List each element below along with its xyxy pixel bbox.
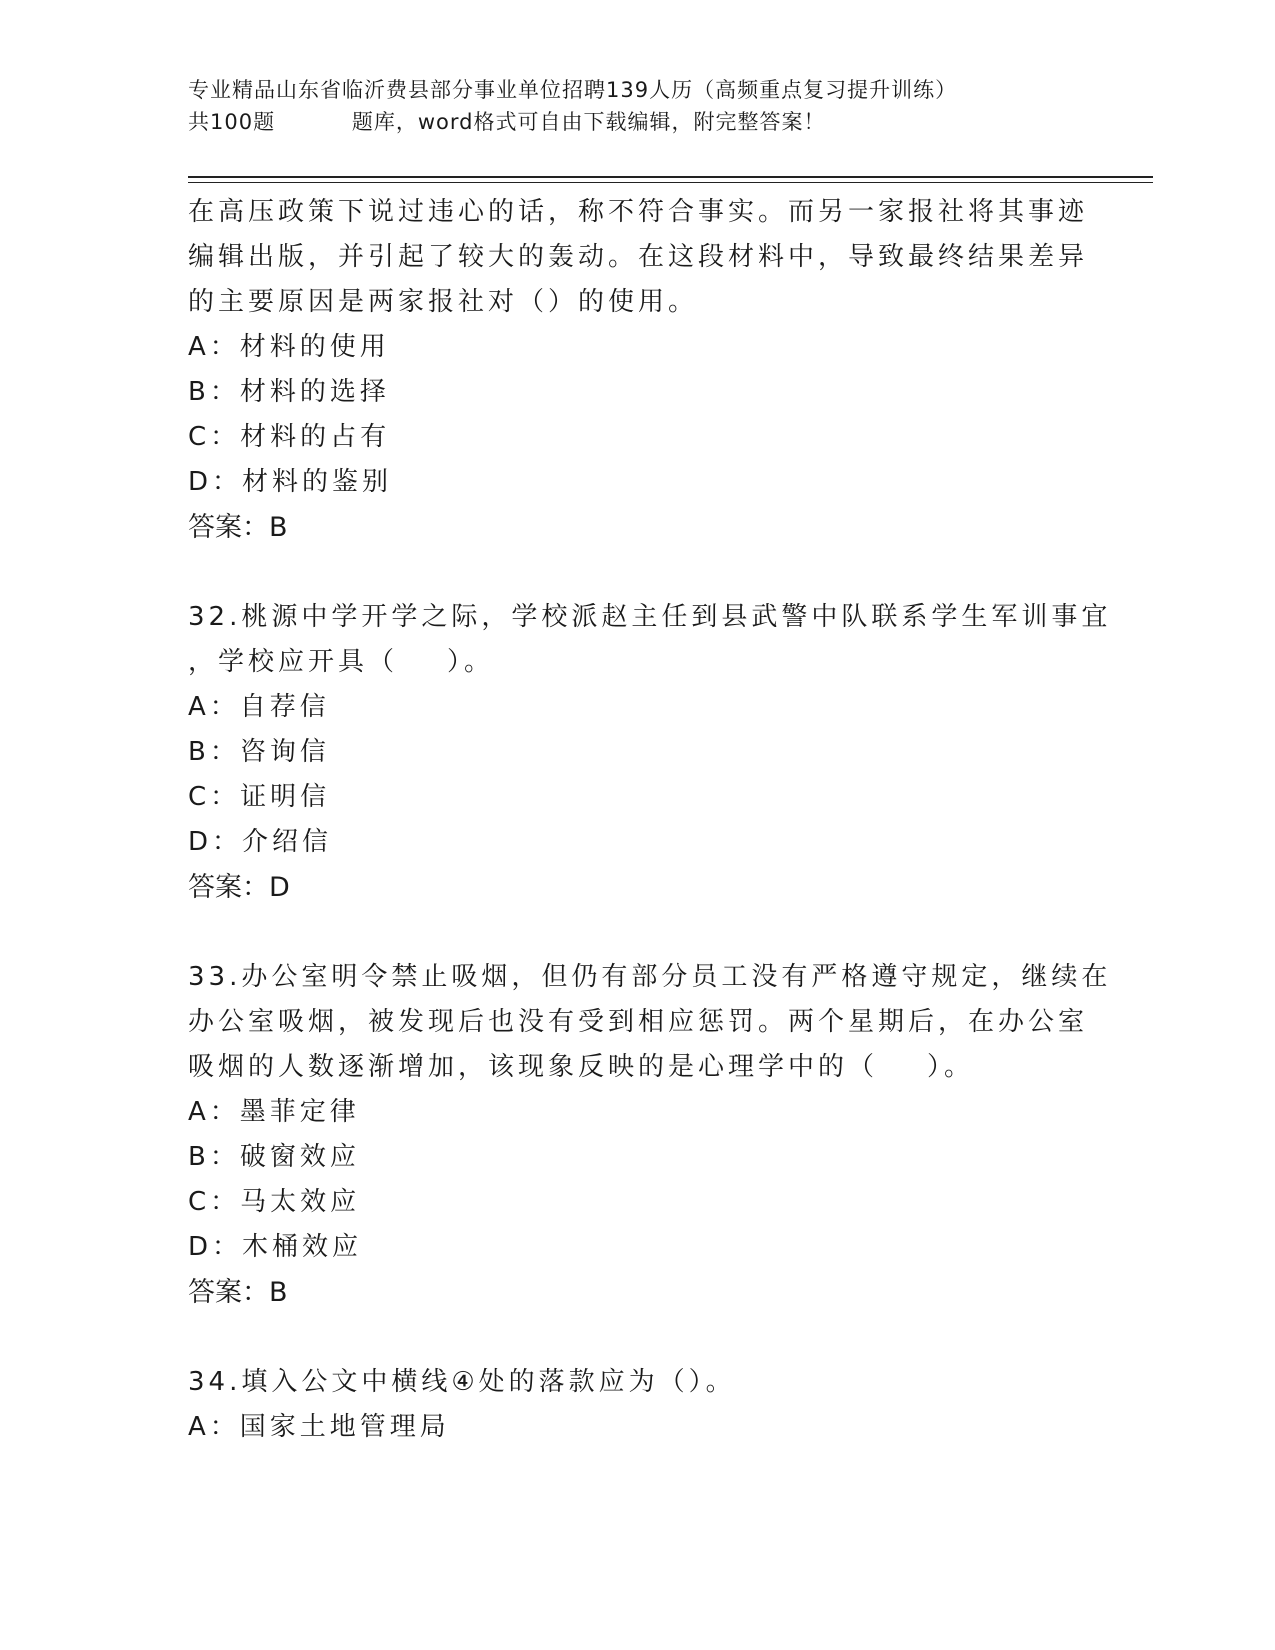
question-text-line: 33.办公室明令禁止吸烟，但仍有部分员工没有严格遵守规定，继续在 [188,962,1112,992]
answer: 答案：D [188,872,290,903]
answer: 答案：B [188,1277,288,1308]
header-divider-thick [188,176,1153,178]
question-text-line: 编辑出版，并引起了较大的轰动。在这段材料中，导致最终结果差异 [188,242,1089,272]
question-text [188,1360,1088,1405]
option-c: C：材料的占有 [188,422,391,452]
question-text-line: 办公室吸烟，被发现后也没有受到相应惩罚。两个星期后，在办公室 [188,1007,1089,1037]
header-line-1: 专业精品山东省临沂费县部分事业单位招聘139人历（高频重点复习提升训练） [188,78,958,102]
question-32 [188,595,1112,910]
question-34 [188,1360,1088,1450]
question-text-line: 34.填入公文中横线④处的落款应为（）。 [188,1367,736,1397]
option-a: A：国家土地管理局 [188,1412,450,1442]
option-a: A：自荐信 [188,692,330,722]
question-text-line: ，学校应开具（ ）。 [188,647,495,677]
option-b: B：破窗效应 [188,1142,360,1172]
option-a: A：材料的使用 [188,332,390,362]
option-c: C：证明信 [188,782,331,812]
question-31 [188,190,1088,550]
header-divider-thin [188,182,1153,183]
option-c: C：马太效应 [188,1187,361,1217]
question-text [188,595,1112,685]
question-text-line: 的主要原因是两家报社对（）的使用。 [188,287,699,317]
question-text [188,190,1088,325]
question-33 [188,955,1112,1315]
option-a: A：墨菲定律 [188,1097,360,1127]
header-line-2: 共100题 题库，word格式可自由下载编辑，附完整答案！ [188,110,826,134]
question-text-line: 吸烟的人数逐渐增加，该现象反映的是心理学中的（ ）。 [188,1052,975,1082]
option-d: D：木桶效应 [188,1232,363,1262]
document-header [188,74,1088,138]
question-text-line: 32.桃源中学开学之际，学校派赵主任到县武警中队联系学生军训事宜 [188,602,1112,632]
question-list [188,190,1112,1450]
option-d: D：介绍信 [188,827,333,857]
option-b: B：咨询信 [188,737,330,767]
option-d: D：材料的鉴别 [188,467,393,497]
option-b: B：材料的选择 [188,377,390,407]
question-text-line: 在高压政策下说过违心的话，称不符合事实。而另一家报社将其事迹 [188,197,1089,227]
question-text [188,955,1112,1090]
answer: 答案：B [188,512,288,543]
